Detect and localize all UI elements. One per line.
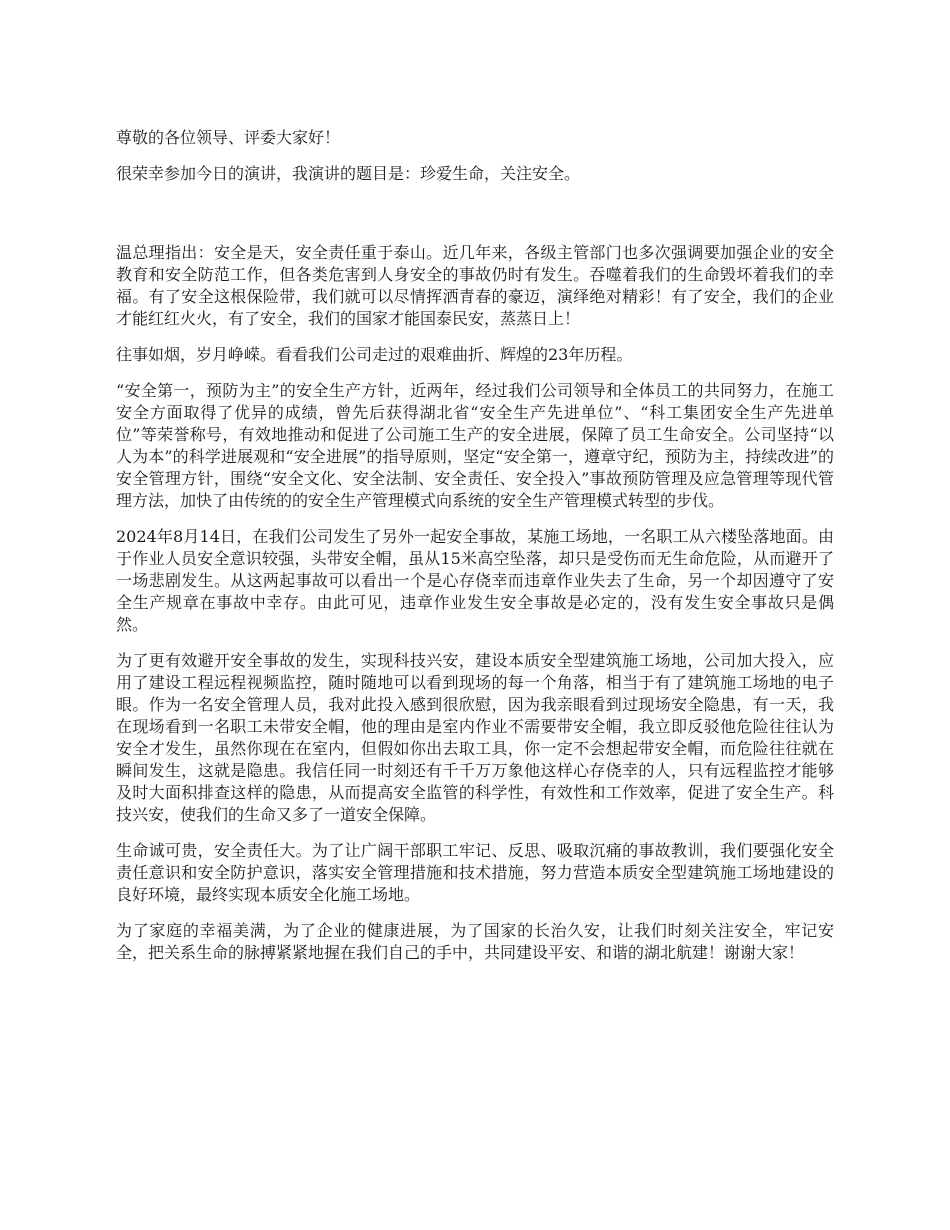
paragraph-responsibility: 生命诚可贵，安全责任大。为了让广阔干部职工牢记、反思、吸取沉痛的事故教训，我们要强化安全责任意识和安全防护意识，落实安全管理措施和技术措施，努力营造本质安全型建筑施工场地建设的良好环境，最终实现本质安全化施工场地。 (116, 841, 834, 904)
paragraph-closing: 为了家庭的幸福美满，为了企业的健康进展，为了国家的长治久安，让我们时刻关注安全，牢记安全，把关系生命的脉搏紧紧地握在我们自己的手中，共同建设平安、和谐的湖北航建！谢谢大家！ (116, 921, 834, 962)
blank-spacer (116, 199, 834, 242)
paragraph-safety-policy: “安全第一，预防为主”的安全生产方针，近两年，经过我们公司领导和全体员工的共同努力，在施工安全方面取得了优异的成绩，曾先后获得湖北省“安全生产先进单位”、“科工集团安全生产先进单位”等荣誉称号，有效地推动和促进了公司施工生产的安全进展，保障了员工生命安全。公司坚持“以人为本”的科学进展观和“安全进展”的指导原则，坚定“安全第一，遵章守纪，预防为主，持续改进”的安全管理方针，围绕“安全文化、安全法制、安全责任、安全投入”事故预防管理及应急管理等现代管理方法，加快了由传统的的安全生产管理模式向系统的安全生产管理模式转型的步伐。 (116, 381, 834, 510)
speech-content (116, 127, 834, 978)
paragraph-company-history: 往事如烟，岁月峥嵘。看看我们公司走过的艰难曲折、辉煌的23年历程。 (116, 345, 633, 364)
paragraph-accident-case: 2024年8月14日，在我们公司发生了另外一起安全事故，某施工场地，一名职工从六楼坠落地面。由于作业人员安全意识较强，头带安全帽，虽从15米高空坠落，却只是受伤而无生命危险，从而避开了一场悲剧发生。从这两起事故可以看出一个是心存侥幸而违章作业失去了生命，另一个却因遵守了安全生产规章在事故中幸存。由此可见，违章作业发生安全事故是必定的，没有发生安全事故只是偶然。 (116, 527, 834, 634)
paragraph-safety-importance: 温总理指出：安全是天，安全责任重于泰山。近几年来，各级主管部门也多次强调要加强企业的安全教育和安全防范工作，但各类危害到人身安全的事故仍时有发生。吞噬着我们的生命毁坏着我们的幸福。有了安全这根保险带，我们就可以尽情挥洒青春的豪迈，演绎绝对精彩！有了安全，我们的企业才能红红火火，有了安全，我们的国家才能国泰民安，蒸蒸日上！ (116, 243, 834, 328)
paragraph-remote-monitoring: 为了更有效避开安全事故的发生，实现科技兴安，建设本质安全型建筑施工场地，公司加大投入，应用了建设工程远程视频监控，随时随地可以看到现场的每一个角落，相当于有了建筑施工场地的电子眼。作为一名安全管理人员，我对此投入感到很欣慰，因为我亲眼看到过现场安全隐患，有一天，我在现场看到一名职工未带安全帽，他的理由是室内作业不需要带安全帽，我立即反驳他危险往往认为安全才发生，虽然你现在在室内，但假如你出去取工具，你一定不会想起带安全帽，而危险往往就在瞬间发生，这就是隐患。我信任同一时刻还有千千万万象他这样心存侥幸的人，只有远程监控才能够及时大面积排查这样的隐患，从而提高安全监管的科学性，有效性和工作效率，促进了安全生产。科技兴安，使我们的生命又多了一道安全保障。 (116, 651, 834, 824)
greeting-line: 尊敬的各位领导、评委大家好！ (116, 128, 341, 147)
speech-title-line: 很荣幸参加今日的演讲，我演讲的题目是：珍爱生命，关注安全。 (116, 164, 581, 183)
